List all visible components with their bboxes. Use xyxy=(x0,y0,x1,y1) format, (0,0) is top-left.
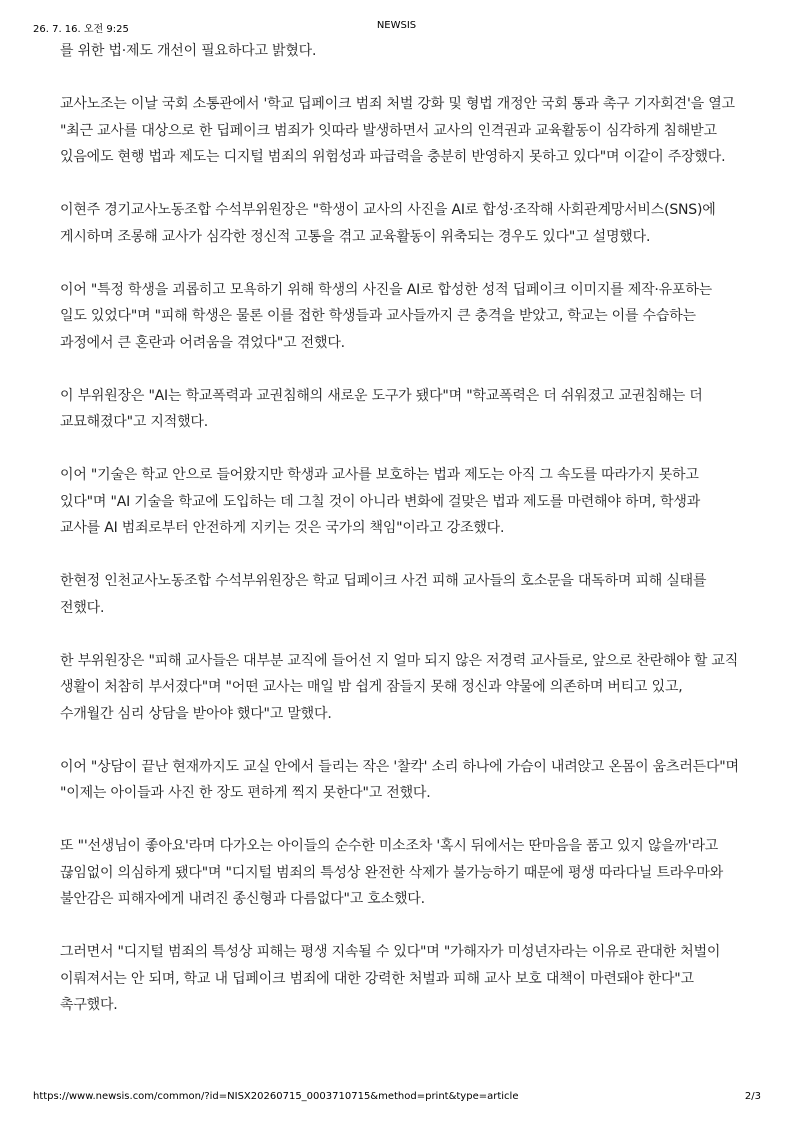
article-paragraph: 이어 "특정 학생을 괴롭히고 모욕하기 위해 학생의 사진을 AI로 합성한 성적 딥페이크 이미지를 제작·유포하는 일도 있었다"며 "피해 학생은 물론 이를 접한 학생들과 교사들까지 큰 충격을 받았고, 학교는 이를 수습하는 과정에서 큰 혼란과 어려움을 겪었다"고 전했다. xyxy=(60,281,712,351)
site-name: NEWSIS xyxy=(376,20,417,31)
article-paragraph: 이현주 경기교사노동조합 수석부위원장은 "학생이 교사의 사진을 AI로 합성·조작해 사회관계망서비스(SNS)에 게시하며 조롱해 교사가 심각한 정신적 고통을 겪고 교육활동이 위축되는 경우도 있다"고 설명했다. xyxy=(60,202,716,245)
article-paragraph: 이 부위원장은 "AI는 학교폭력과 교권침해의 새로운 도구가 됐다"며 "학교폭력은 더 쉬워졌고 교권침해는 더 교묘해졌다"고 지적했다. xyxy=(60,387,703,430)
print-datetime: 26. 7. 16. 오전 9:25 xyxy=(33,24,129,35)
article-body xyxy=(60,38,740,1045)
article-paragraph: 를 위한 법·제도 개선이 필요하다고 밝혔다. xyxy=(60,43,317,59)
article-paragraph: 그러면서 "디지털 범죄의 특성상 피해는 평생 지속될 수 있다"며 "가해자가 미성년자라는 이유로 관대한 처벌이 이뤄져서는 안 되며, 학교 내 딥페이크 범죄에 대한 강력한 처벌과 피해 교사 보호 대책이 마련돼야 한다"고 촉구했다. xyxy=(60,944,721,1013)
article-paragraph: 교사노조는 이날 국회 소통관에서 '학교 딥페이크 범죄 처벌 강화 및 형법 개정안 국회 통과 촉구 기자회견'을 열고 "최근 교사를 대상으로 한 딥페이크 범죄가 잇따라 발생하면서 교사의 인격권과 교육활동이 심각하게 침해받고 있음에도 현행 법과 제도는 디지털 범죄의 위험성과 파급력을 충분히 반영하지 못하고 있다"며 이같이 주장했다. xyxy=(60,96,735,165)
article-paragraph: 이어 "상담이 끝난 현재까지도 교실 안에서 들리는 작은 '찰칵' 소리 하나에 가슴이 내려앉고 온몸이 움츠러든다"며 "이제는 아이들과 사진 한 장도 편하게 찍지 못한다"고 전했다. xyxy=(60,758,739,801)
article-paragraph: 한현정 인천교사노동조합 수석부위원장은 학교 딥페이크 사건 피해 교사들의 호소문을 대독하며 피해 실태를 전했다. xyxy=(60,573,707,616)
page-number: 2/3 xyxy=(744,1091,761,1102)
article-paragraph: 한 부위원장은 "피해 교사들은 대부분 교직에 들어선 지 얼마 되지 않은 저경력 교사들로, 앞으로 찬란해야 할 교직 생활이 처참히 부서졌다"며 "어떤 교사는 매일 밤 쉽게 잠들지 못해 정신과 약물에 의존하며 버티고 있고, 수개월간 심리 상담을 받아야 했다"고 말했다. xyxy=(60,652,739,722)
footer-url: https://www.newsis.com/common/?id=NISX20260715_0003710715&method=print&type=article xyxy=(33,1091,519,1102)
article-paragraph: 또 "'선생님이 좋아요'라며 다가오는 아이들의 순수한 미소조차 '혹시 뒤에서는 딴마음을 품고 있지 않을까'라고 끊임없이 의심하게 됐다"며 "디지털 범죄의 특성상 완전한 삭제가 불가능하기 때문에 평생 따라다닐 트라우마와 불안감은 피해자에게 내려진 종신형과 다름없다"고 호소했다. xyxy=(60,838,724,907)
article-paragraph: 이어 "기술은 학교 안으로 들어왔지만 학생과 교사를 보호하는 법과 제도는 아직 그 속도를 따라가지 못하고 있다"며 "AI 기술을 학교에 도입하는 데 그칠 것이 아니라 변화에 걸맞은 법과 제도를 마련해야 하며, 학생과 교사를 AI 범죄로부터 안전하게 지키는 것은 국가의 책임"이라고 강조했다. xyxy=(60,467,701,536)
